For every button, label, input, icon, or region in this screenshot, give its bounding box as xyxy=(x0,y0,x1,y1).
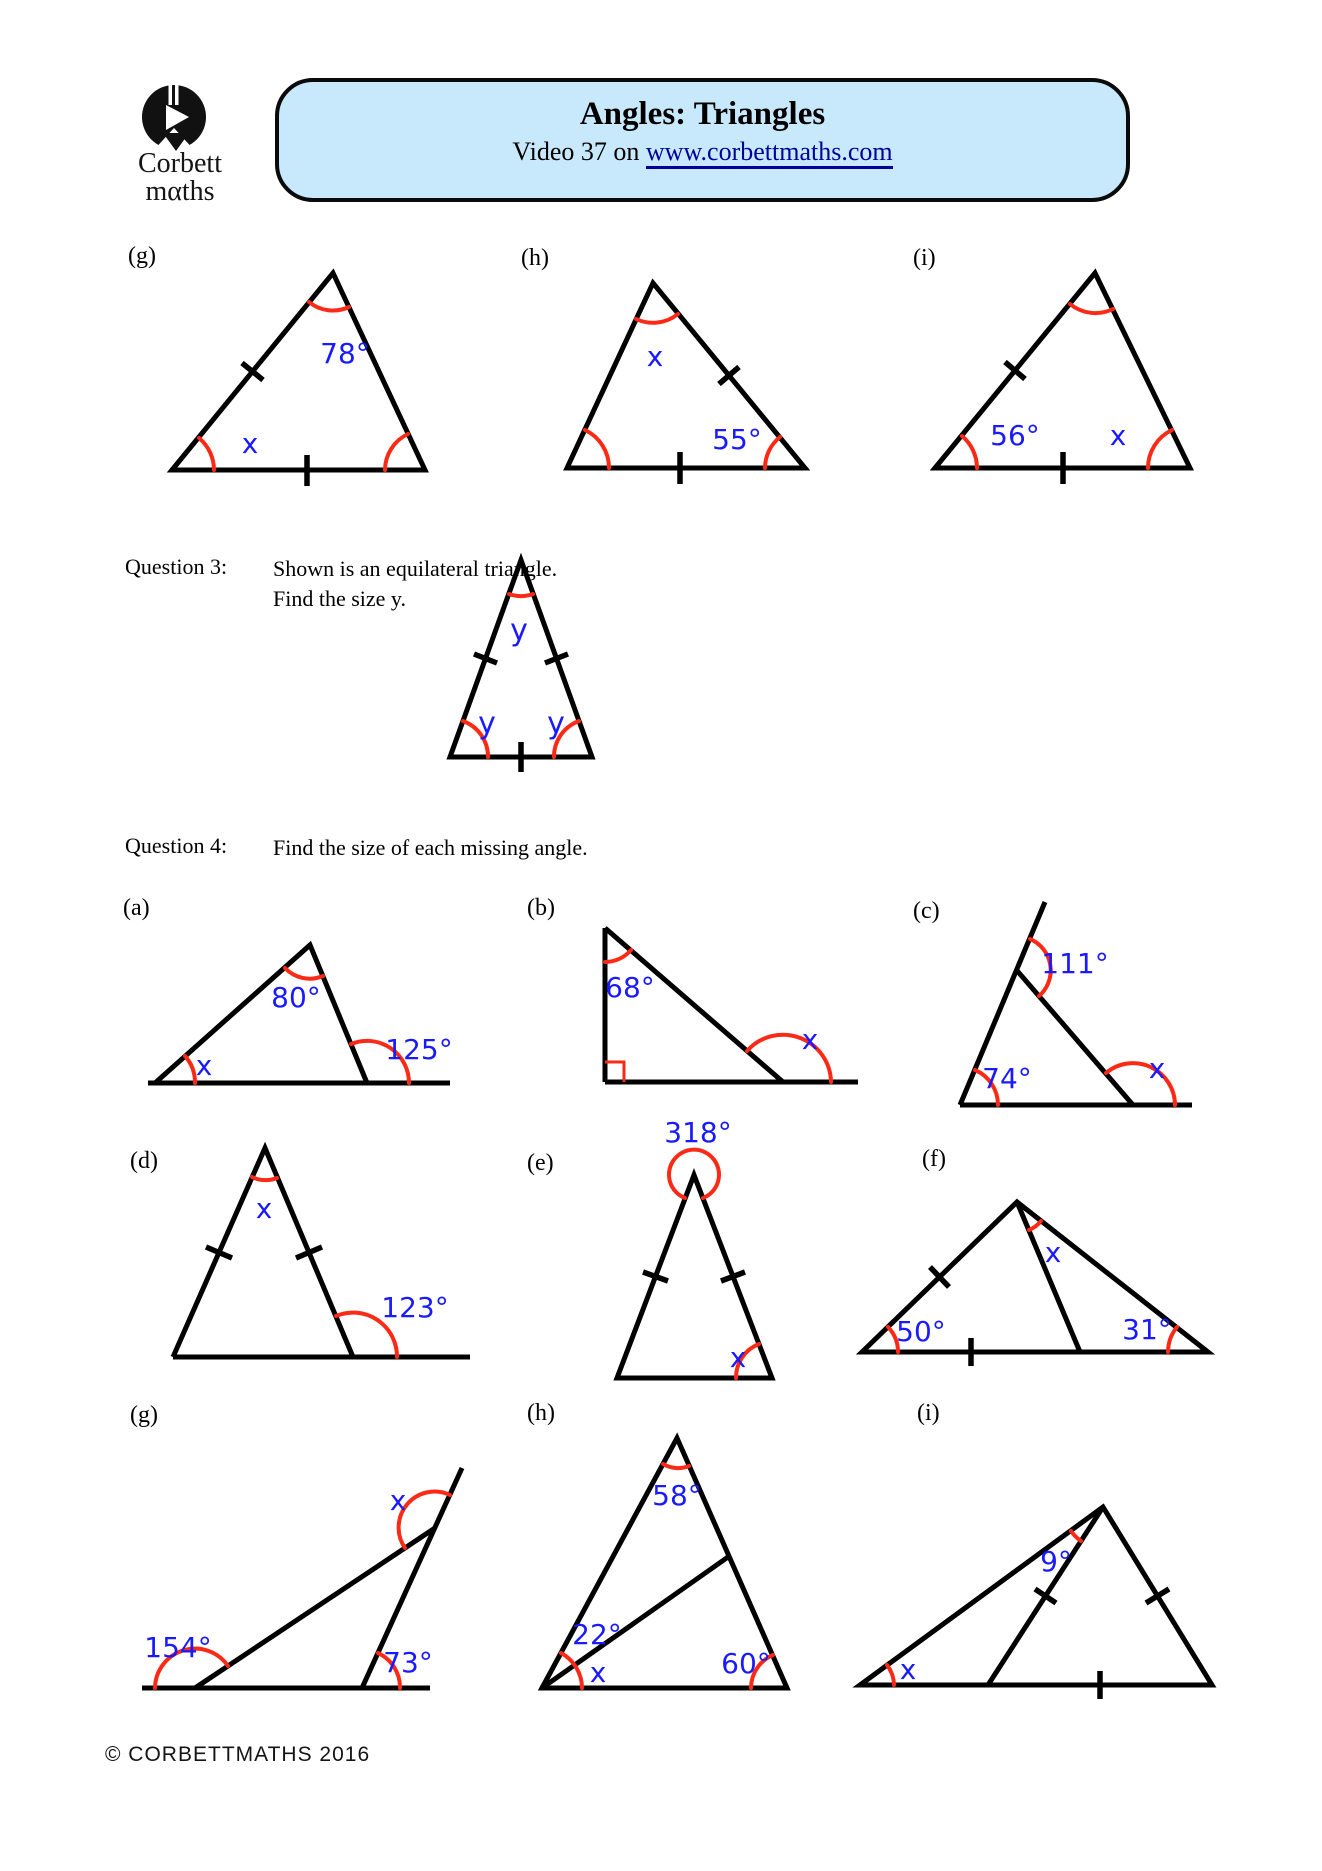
angle-value: x xyxy=(1044,1236,1062,1269)
logo-word-2: mαths xyxy=(145,176,215,207)
angle-value: 55° xyxy=(712,423,762,456)
angle-value: x xyxy=(389,1484,407,1517)
angle-value: x xyxy=(1148,1052,1166,1085)
part-label-c: (c) xyxy=(913,898,940,924)
part-label-row1-i: (i) xyxy=(913,245,936,271)
angle-arc xyxy=(663,1464,689,1468)
diagram-top-h xyxy=(567,283,805,484)
angle-value: 111° xyxy=(1041,947,1109,980)
part-label-row1-h: (h) xyxy=(521,245,549,271)
question3-label: Question 3: xyxy=(125,554,228,579)
diagram-q4-b xyxy=(605,928,858,1082)
angle-value: y xyxy=(510,613,528,648)
diagram-q4-d xyxy=(173,1148,470,1357)
angle-value: 74° xyxy=(982,1062,1032,1095)
angle-arc xyxy=(605,950,631,962)
diagram-q4-g xyxy=(142,1468,462,1688)
angle-value: x xyxy=(195,1049,213,1082)
diagram-q4-e xyxy=(617,1116,772,1378)
diagram-q4-f xyxy=(862,1202,1208,1366)
angle-arc xyxy=(285,968,323,979)
diagram-q4-c xyxy=(960,902,1192,1105)
angle-value: 123° xyxy=(381,1291,449,1324)
diagram-q4-h xyxy=(542,1438,787,1689)
angle-value: 68° xyxy=(605,971,655,1004)
angle-value: x xyxy=(646,340,664,373)
video-prefix: Video 37 on xyxy=(512,137,646,166)
part-label-row4-g: (g) xyxy=(130,1402,158,1428)
triangle-outline xyxy=(567,283,805,468)
triangle-outline xyxy=(155,945,367,1083)
angle-value: x xyxy=(801,1023,819,1056)
diagram-q4-i xyxy=(860,1507,1212,1699)
angle-arc xyxy=(252,1177,277,1180)
angle-value: 73° xyxy=(383,1646,433,1679)
angle-arc xyxy=(747,1035,831,1082)
corbettmaths-logo xyxy=(138,85,222,207)
diagram-q3-equilateral xyxy=(450,560,592,772)
question3-line1: Shown is an equilateral triangle. xyxy=(273,556,558,581)
angle-value: 22° xyxy=(572,1618,622,1651)
angle-arc xyxy=(199,438,214,470)
right-angle-marker xyxy=(605,1062,624,1082)
triangle-side xyxy=(1017,970,1134,1105)
triangle-outline xyxy=(935,273,1190,468)
angle-value: 154° xyxy=(144,1631,212,1664)
angle-arc xyxy=(309,302,349,311)
logo-bar-icon xyxy=(169,85,173,105)
angle-value: 31° xyxy=(1122,1313,1172,1346)
angle-arc xyxy=(636,314,678,323)
question3-line2: Find the size y. xyxy=(273,586,406,611)
angle-value: 125° xyxy=(385,1033,453,1066)
part-label-row1-g: (g) xyxy=(128,243,156,269)
angle-arc xyxy=(585,430,609,468)
page-title: Angles: Triangles xyxy=(579,96,826,132)
logo-bar-icon xyxy=(175,85,179,105)
angle-value: 60° xyxy=(721,1647,771,1680)
tick-mark xyxy=(1146,1589,1169,1603)
angle-value: 9° xyxy=(1040,1545,1072,1578)
angle-value: x xyxy=(729,1341,747,1374)
angle-value: x xyxy=(899,1653,917,1686)
corbettmaths-link[interactable]: www.corbettmaths.com xyxy=(646,137,893,169)
diagram-top-i xyxy=(935,273,1190,484)
angle-value: x xyxy=(589,1656,607,1689)
diagram-q4-a xyxy=(148,945,453,1083)
angle-arc xyxy=(399,1492,450,1548)
angle-value: x xyxy=(1109,419,1127,452)
triangle-outline xyxy=(172,273,425,470)
angle-value: x xyxy=(255,1192,273,1225)
part-label-f: (f) xyxy=(922,1146,946,1172)
angle-value: 56° xyxy=(990,419,1040,452)
angle-arc xyxy=(887,1665,894,1685)
angle-arc xyxy=(385,434,408,470)
part-label-a: (a) xyxy=(123,895,150,921)
logo-word-1: Corbett xyxy=(138,148,222,179)
part-label-row4-i: (i) xyxy=(917,1400,940,1426)
question4-label: Question 4: xyxy=(125,833,228,858)
tick-mark xyxy=(1035,1589,1056,1603)
angle-value: 50° xyxy=(896,1315,946,1348)
angle-value: 78° xyxy=(320,337,370,370)
angle-arc xyxy=(962,436,977,468)
cevian-line xyxy=(542,1557,728,1688)
angle-arc xyxy=(509,594,533,596)
part-label-e: (e) xyxy=(527,1150,554,1176)
part-label-d: (d) xyxy=(130,1148,158,1174)
angle-arc xyxy=(185,1056,195,1083)
angle-arc xyxy=(1148,430,1172,468)
angle-arc xyxy=(765,437,780,468)
question4-text: Find the size of each missing angle. xyxy=(273,835,588,860)
copyright-text: © CORBETTMATHS 2016 xyxy=(105,1743,371,1766)
angle-value: x xyxy=(241,427,259,460)
angle-value: 318° xyxy=(664,1116,732,1149)
diagram-top-g xyxy=(172,273,425,486)
angle-arc xyxy=(1029,1221,1041,1230)
part-label-row4-h: (h) xyxy=(527,1400,555,1426)
angle-arc xyxy=(1070,304,1113,313)
part-label-b: (b) xyxy=(527,895,555,921)
angle-value: 80° xyxy=(271,981,321,1014)
angle-value: 58° xyxy=(652,1479,702,1512)
angle-value: y xyxy=(478,706,496,741)
angle-arc xyxy=(1071,1531,1081,1541)
angle-value: y xyxy=(547,706,565,741)
